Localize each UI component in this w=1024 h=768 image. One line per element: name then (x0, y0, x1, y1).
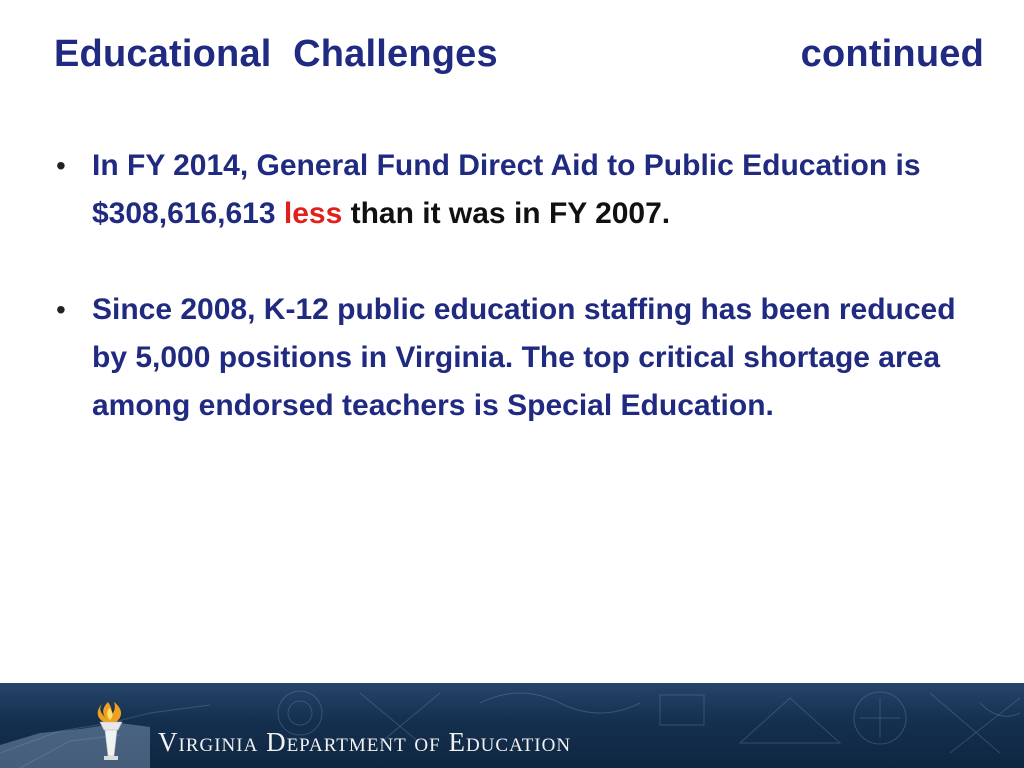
footer-org-name: Virginia Department of Education (158, 727, 572, 757)
bullet-text (92, 142, 994, 238)
bullet-item (54, 286, 994, 430)
slide-title (54, 26, 984, 82)
bullet-list (54, 142, 994, 430)
bullet-text-segment: In FY 2014, General Fund Direct Aid to Public Education is $308,616,613 (92, 149, 921, 230)
bullet-dot-icon: • (56, 150, 66, 181)
bullet-dot-icon: • (56, 294, 66, 325)
bullet-text-segment: than it was in FY 2007. (342, 197, 671, 230)
title-text: Educational Challenges (54, 32, 498, 75)
torch-icon (82, 700, 142, 762)
bullet-item (54, 142, 994, 238)
bullet-text-segment: Since 2008, K-12 public education staffing has been reduced by 5,000 positions in Virginia. The top critical shortage area among endorsed teachers is Special Education. (92, 293, 956, 422)
emphasis-less: less (283, 197, 343, 230)
bullet-text (92, 286, 994, 430)
footer-banner (0, 683, 1024, 768)
title-continued-label: continued (800, 32, 984, 75)
